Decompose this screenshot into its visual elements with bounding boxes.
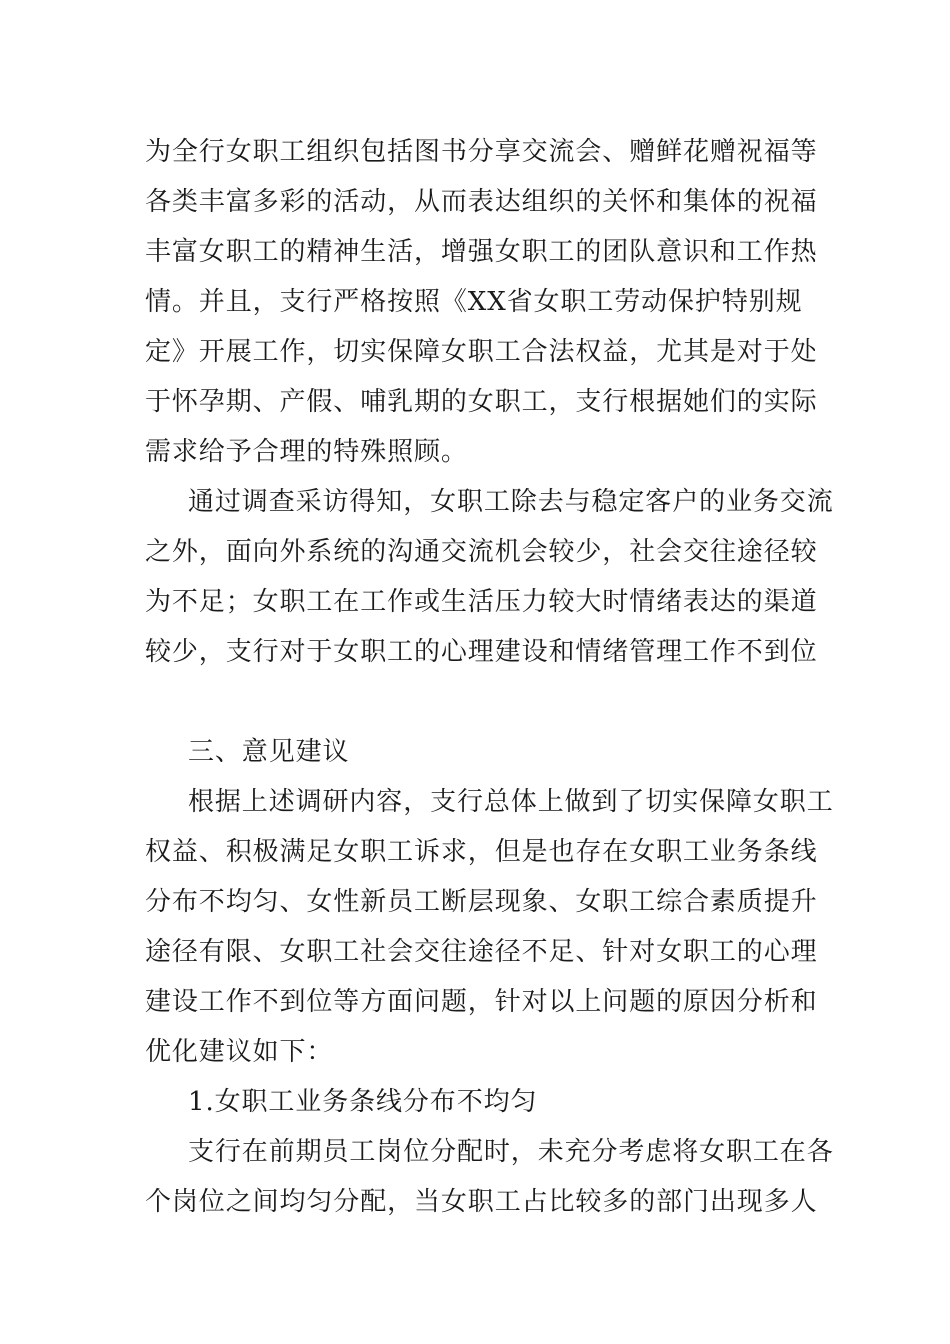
- text-line: 丰富女职工的精神生活，增强女职工的团队意识和工作热: [145, 237, 818, 267]
- text-line: 较少，支行对于女职工的心理建设和情绪管理工作不到位: [145, 637, 818, 667]
- text-line: 之外，面向外系统的沟通交流机会较少，社会交往途径较: [145, 537, 818, 567]
- subsection-heading: 1.女职工业务条线分布不均匀: [188, 1087, 538, 1117]
- paragraph-first-line: 根据上述调研内容，支行总体上做到了切实保障女职工: [188, 787, 834, 817]
- text-line: 分布不均匀、女性新员工断层现象、女职工综合素质提升: [145, 887, 818, 917]
- text-line: 各类丰富多彩的活动，从而表达组织的关怀和集体的祝福: [145, 187, 818, 217]
- text-line: 途径有限、女职工社会交往途径不足、针对女职工的心理: [145, 937, 818, 967]
- text-line: 需求给予合理的特殊照顾。: [145, 437, 468, 467]
- section-heading: 三、意见建议: [188, 737, 350, 767]
- text-line: 个岗位之间均匀分配，当女职工占比较多的部门出现多人: [145, 1187, 818, 1217]
- text-line: 建设工作不到位等方面问题，针对以上问题的原因分析和: [145, 987, 818, 1017]
- text-line: 情。并且，支行严格按照《XX省女职工劳动保护特别规: [145, 287, 803, 317]
- paragraph-first-line: 支行在前期员工岗位分配时，未充分考虑将女职工在各: [188, 1137, 834, 1167]
- paragraph-first-line: 通过调查采访得知，女职工除去与稳定客户的业务交流: [188, 487, 834, 517]
- text-line: 权益、积极满足女职工诉求，但是也存在女职工业务条线: [145, 837, 818, 867]
- text-line: 为不足；女职工在工作或生活压力较大时情绪表达的渠道: [145, 587, 818, 617]
- text-line: 优化建议如下：: [145, 1037, 334, 1067]
- text-line: 定》开展工作，切实保障女职工合法权益，尤其是对于处: [145, 337, 818, 367]
- text-line: 为全行女职工组织包括图书分享交流会、赠鲜花赠祝福等: [145, 137, 818, 167]
- text-line: 于怀孕期、产假、哺乳期的女职工，支行根据她们的实际: [145, 387, 818, 417]
